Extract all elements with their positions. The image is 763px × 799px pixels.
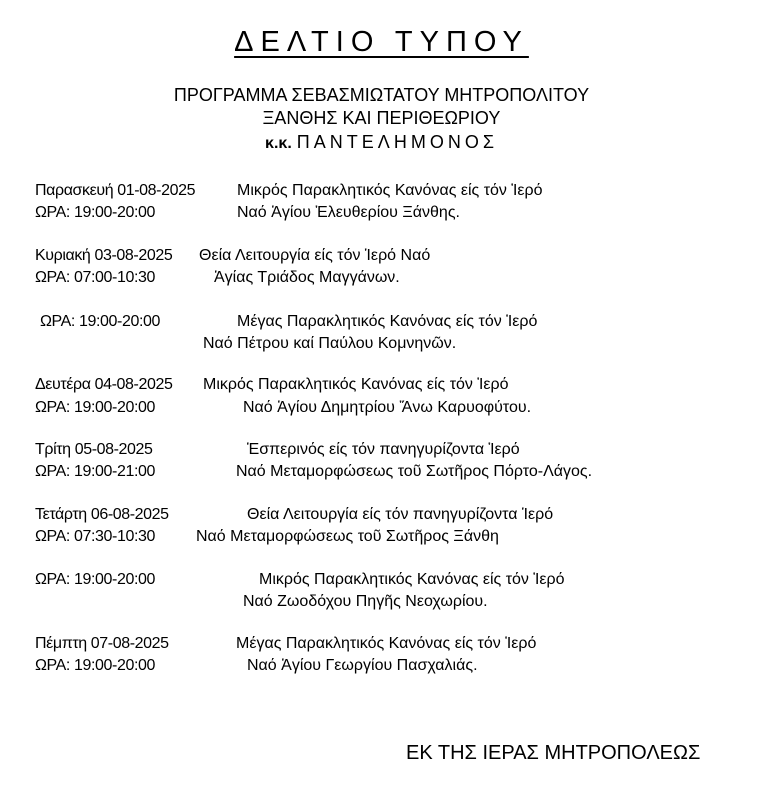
event-sunday-evening: Μέγας Παρακλητικός Κανόνας είς τόν Ἱερό <box>237 313 538 330</box>
place-sunday-evening: Ναό Πέτρου καί Παύλου Κομνηνῶν. <box>203 335 457 352</box>
event-monday: Μικρός Παρακλητικός Κανόνας είς τόν Ἱερό <box>203 376 509 393</box>
day-label-sunday: Κυριακή 03-08-2025 <box>35 247 173 264</box>
time-label-wednesday: ΩΡΑ: 07:30-10:30 <box>35 528 156 545</box>
day-label-tuesday: Τρίτη 05-08-2025 <box>35 441 153 458</box>
event-wednesday-evening: Μικρός Παρακλητικός Κανόνας είς τόν Ἱερό <box>259 571 565 588</box>
time-label-monday: ΩΡΑ: 19:00-20:00 <box>35 399 156 416</box>
time-label-tuesday: ΩΡΑ: 19:00-21:00 <box>35 463 156 480</box>
time-label-thursday: ΩΡΑ: 19:00-20:00 <box>35 657 156 674</box>
document-title: ΔΕΛΤΙΟ ΤΥΠΟΥ <box>234 26 529 58</box>
place-wednesday-evening: Ναό Ζωοδόχου Πηγῆς Νεοχωρίου. <box>243 593 488 610</box>
time-label-friday: ΩΡΑ: 19:00-20:00 <box>35 204 156 221</box>
place-thursday: Ναό Ἁγίου Γεωργίου Πασχαλιάς. <box>247 657 478 674</box>
subtitle-line-1: ΠΡΟΓΡΑΜΜΑ ΣΕΒΑΣΜΙΩΤΑΤΟΥ ΜΗΤΡΟΠΟΛΙΤΟΥ <box>173 85 590 105</box>
place-monday: Ναό Ἁγίου Δημητρίου Ἄνω Καρυοφύτου. <box>243 399 532 416</box>
honorific-prefix: κ.κ. <box>265 135 292 152</box>
signature-footer: ΕΚ ΤΗΣ ΙΕΡΑΣ ΜΗΤΡΟΠΟΛΕΩΣ <box>406 742 701 764</box>
subtitle-line-2: ΞΑΝΘΗΣ ΚΑΙ ΠΕΡΙΘΕΩΡΙΟΥ <box>262 108 501 128</box>
day-label-thursday: Πέμπτη 07-08-2025 <box>35 635 169 652</box>
day-label-wednesday: Τετάρτη 06-08-2025 <box>35 506 169 523</box>
event-tuesday: Ἑσπερινός είς τόν πανηγυρίζοντα Ἱερό <box>247 441 520 458</box>
place-tuesday: Ναό Μεταμορφώσεως τοῦ Σωτῆρος Πόρτο-Λάγος. <box>236 463 593 480</box>
place-sunday: Ἁγίας Τριάδος Μαγγάνων. <box>214 269 400 286</box>
place-wednesday: Ναό Μεταμορφώσεως τοῦ Σωτῆρος Ξάνθη <box>196 528 499 545</box>
time-label-sunday-evening: ΩΡΑ: 19:00-20:00 <box>40 313 161 330</box>
time-label-sunday: ΩΡΑ: 07:00-10:30 <box>35 269 156 286</box>
day-label-friday: Παρασκευή 01-08-2025 <box>35 182 196 199</box>
time-label-wednesday-evening: ΩΡΑ: 19:00-20:00 <box>35 571 156 588</box>
event-thursday: Μέγας Παρακλητικός Κανόνας είς τόν Ἱερό <box>236 635 537 652</box>
metropolitan-name: ΠΑΝΤΕΛΗΜΟΝΟΣ <box>296 132 498 152</box>
event-friday: Μικρός Παρακλητικός Κανόνας είς τόν Ἱερό <box>237 182 543 199</box>
day-label-monday: Δευτέρα 04-08-2025 <box>35 376 173 393</box>
event-sunday: Θεία Λειτουργία είς τόν Ἱερό Ναό <box>199 247 431 264</box>
event-wednesday: Θεία Λειτουργία είς τόν πανηγυρίζοντα Ἱερό <box>247 506 554 523</box>
subtitle-line-3 <box>0 132 763 153</box>
place-friday: Ναό Ἁγίου Ἐλευθερίου Ξάνθης. <box>237 204 460 221</box>
